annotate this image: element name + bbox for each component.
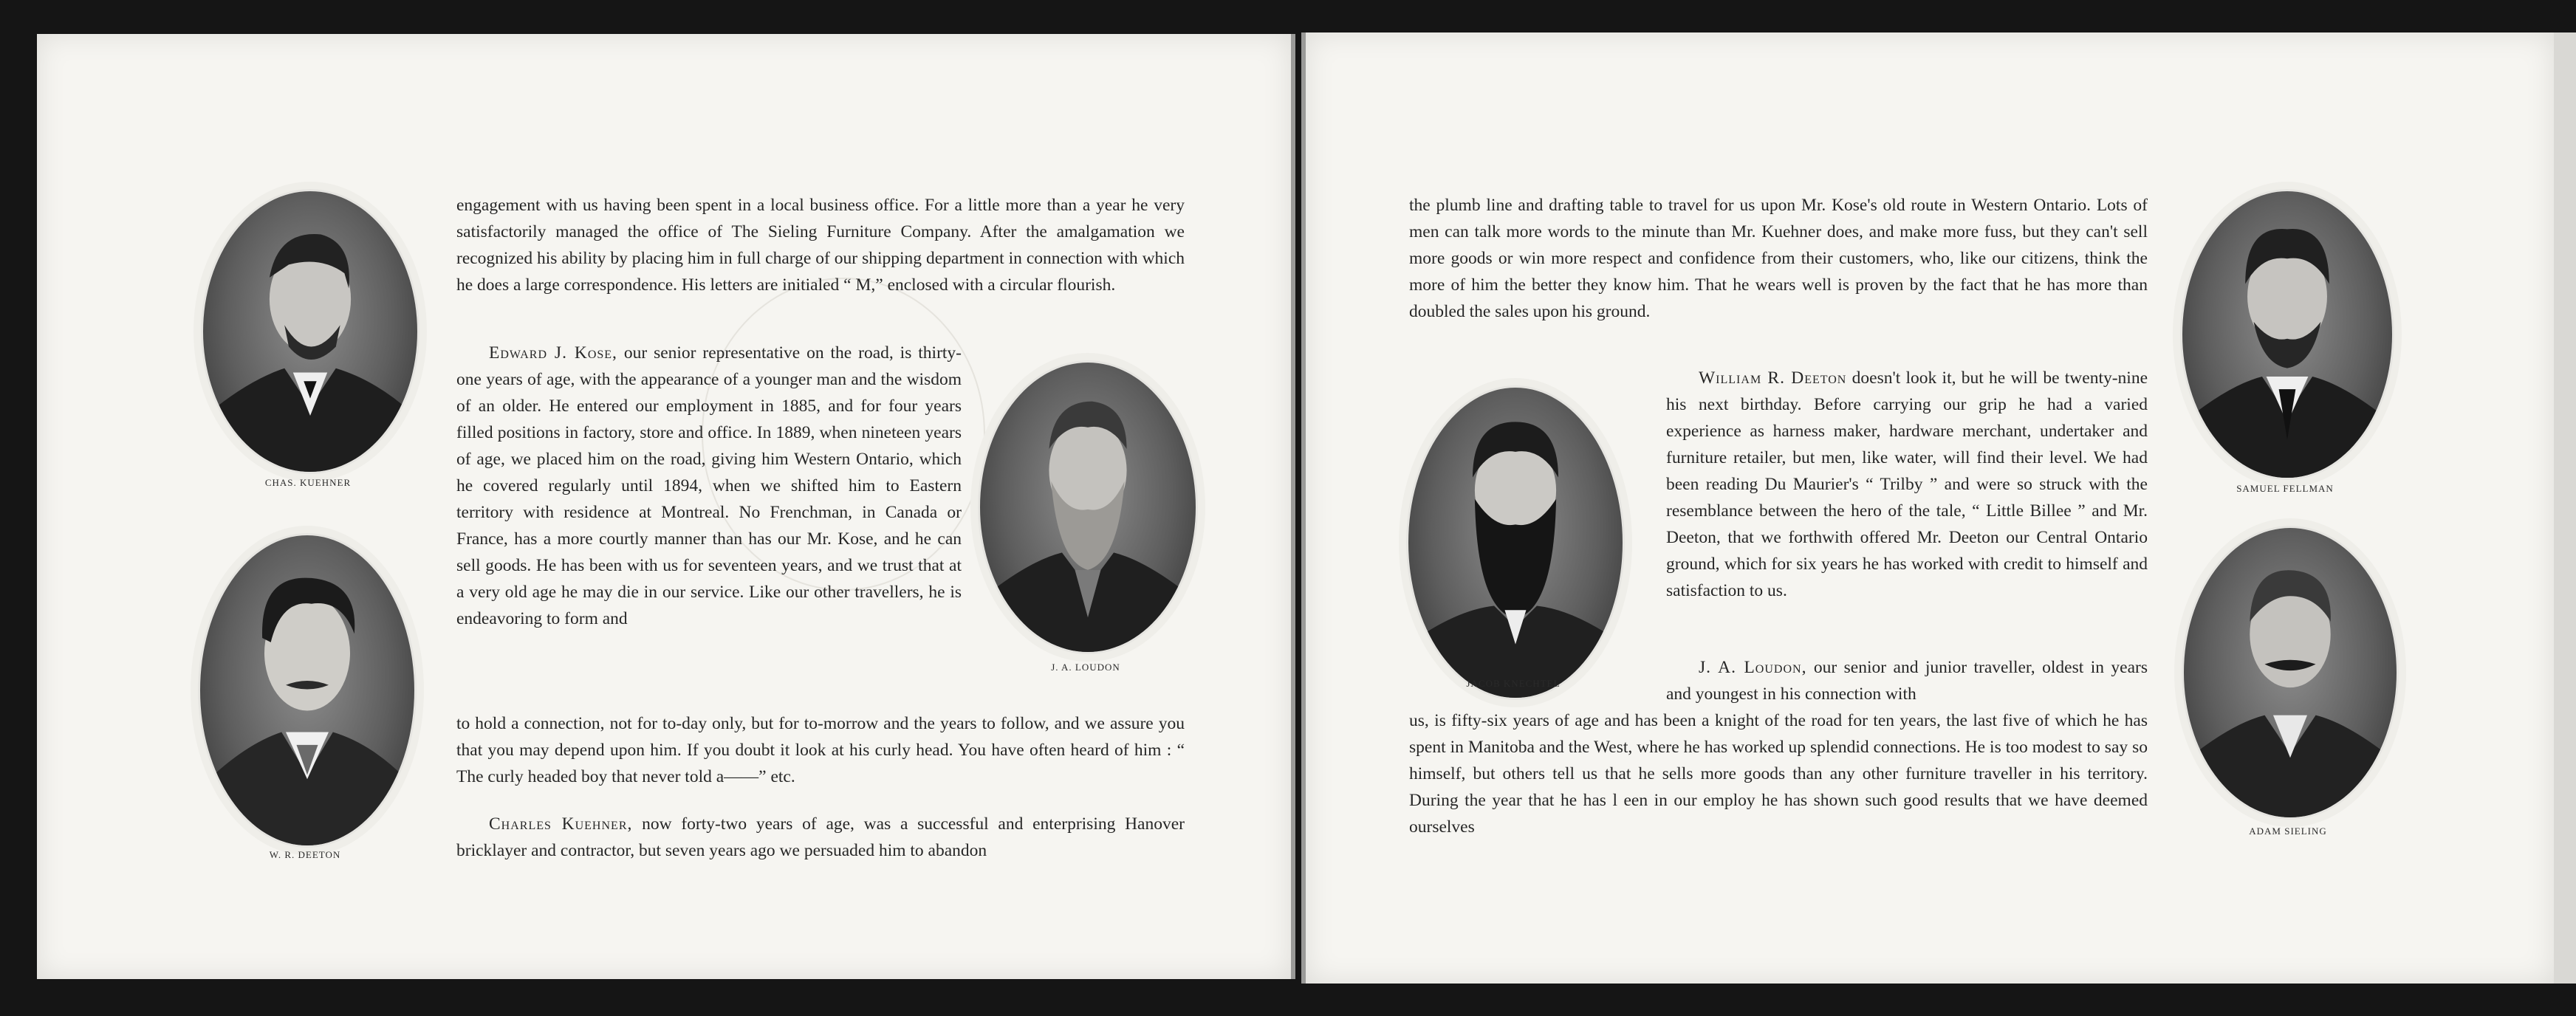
- portrait-chas-kuehner: [201, 189, 419, 474]
- right-paragraph-1-text: the plumb line and drafting table to travel for us upon Mr. Kose's old route in Western Ontario. Lots of men can talk more words to the minute than Mr. Kuehner does, and make more fuss, but they can't sell more goods or win more respect and confidence from their customers, who, like our citizens, think the more of him the better they know him. That he wears well is proven by the fact that he has more than doubled the sales upon his ground.: [1409, 196, 2148, 321]
- right-paragraph-3a-text: our senior and junior traveller, oldest in years and youngest in his connection with: [1666, 658, 2148, 704]
- left-paragraph-1: [456, 192, 1185, 298]
- right-paragraph-2: [1666, 365, 2148, 604]
- right-paragraph-1: [1409, 192, 2148, 325]
- portrait-jacob-knechtel: [1406, 385, 1625, 700]
- right-paragraph-2-text: doesn't look it, but he will be twenty-nine his next birthday. Before carrying our grip he had a varied experience as harness maker, hardware merchant, undertaker and furniture retailer, but men, like water, will find their level. We had been reading Du Maurier's “ Trilby ” and were so struck with the resemblance between the hero of the tale, “ Little Billee ” and Mr. Deeton, that we forthwith offered Mr. Deeton our Central Ontario ground, which for six years he has worked with credit to himself and satisfaction to us.: [1666, 368, 2148, 600]
- name-edward-j-kose: Edward J. Kose,: [489, 343, 617, 363]
- right-paragraph-3-wrapped: [1666, 654, 2148, 707]
- caption-chas-kuehner: CHAS. KUEHNER: [264, 477, 352, 488]
- left-paragraph-2b-text: to hold a connection, not for to-day only, but for to-morrow and the years to follow, and we assure you that you may depend upon him. If you doubt it look at his curly head. You have often heard of him : “ The curly headed boy that never told a——” etc.: [456, 714, 1185, 786]
- portrait-samuel-fellman: [2180, 189, 2394, 480]
- name-william-r-deeton: William R. Deeton: [1699, 368, 1847, 388]
- portrait-w-r-deeton: [198, 533, 417, 848]
- left-paragraph-2-wrapped: [456, 340, 962, 632]
- caption-j-a-loudon: J. A. LOUDON: [1051, 662, 1120, 673]
- left-paragraph-1-text: engagement with us having been spent in a local business office. For a little more than a year he very satisfactorily managed the office of The Sieling Furniture Company. After the amalgamation we recognized his ability by placing him in full charge of our shipping department in connection with which he does a large correspondence. His letters are initialed “ M,” enclosed with a circular flourish.: [456, 196, 1185, 295]
- left-page: [37, 34, 1295, 979]
- left-paragraph-2-continued: [456, 710, 1185, 790]
- page-edge: [2554, 32, 2576, 984]
- caption-jacob-knechtel: JACOB KNECHTEL: [1466, 678, 1561, 689]
- left-paragraph-3: [456, 811, 1185, 864]
- portrait-j-a-loudon: [978, 360, 1198, 654]
- left-paragraph-3-text: now forty-two years of age, was a successful and enterprising Hanover bricklayer and contractor, but seven years ago we persuaded him to abandon: [456, 814, 1185, 860]
- right-paragraph-3b-text: us, is fifty-six years of age and has been a knight of the road for ten years, the last five of which he has spent in Manitoba and the West, where he has worked up splendid connections. He is too modest to say so himself, but others tell us that he sells more goods than any other furniture traveller in his territory. During the year that he has l een in our employ he has shown such good results that we have deemed ourselves: [1409, 711, 2148, 837]
- portrait-adam-sieling: [2182, 526, 2399, 820]
- name-charles-kuehner: Charles Kuehner,: [489, 814, 633, 834]
- name-j-a-loudon: J. A. Loudon,: [1699, 658, 1807, 677]
- caption-samuel-fellman: SAMUEL FELLMAN: [2236, 483, 2334, 494]
- right-paragraph-3-continued: [1409, 707, 2148, 840]
- left-paragraph-2a-text: our senior representative on the road, is thirty-one years of age, with the appearance of a younger man and the wisdom of an older. He entered our employment in 1885, and for four years filled positions in factory, store and office. In 1889, when nineteen years of age, we placed him on the road, giving him Western Ontario, which he covered regularly until 1894, when we shifted him to Eastern territory with residence at Montreal. No Frenchman, in Canada or France, has a more courtly manner than has our Mr. Kose, and he can sell goods. He has been with us for seventeen years, and we trust that at a very old age he may die in our service. Like our other travellers, he is endeavoring to form and: [456, 343, 962, 628]
- caption-w-r-deeton: W. R. DEETON: [269, 849, 341, 860]
- right-page: [1301, 32, 2554, 984]
- caption-adam-sieling: ADAM SIELING: [2249, 826, 2327, 837]
